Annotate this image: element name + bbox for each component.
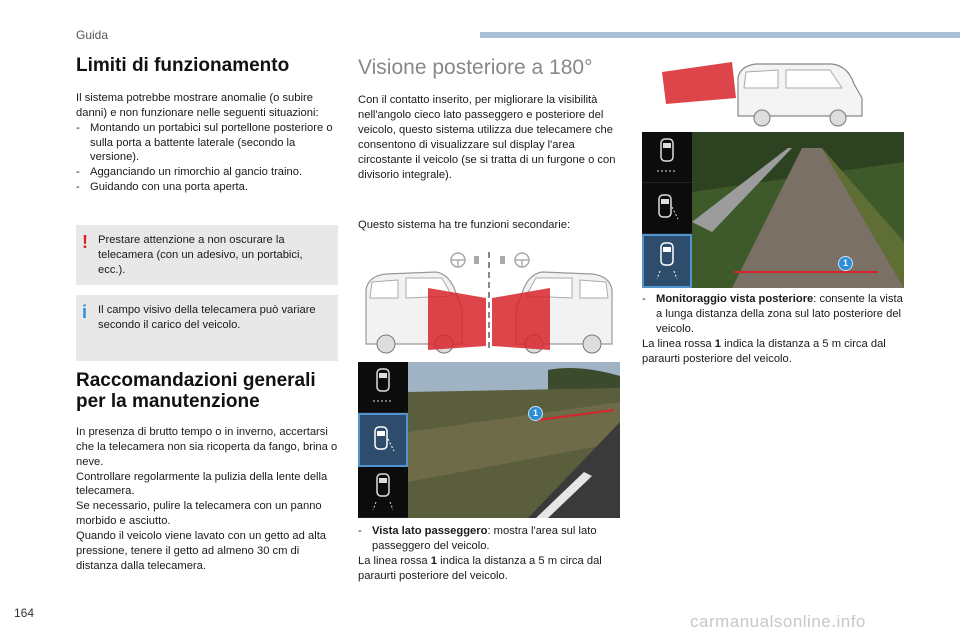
page-number: 164 — [14, 606, 35, 620]
list-item: - Guidando con una porta aperta. — [76, 181, 248, 194]
van-camera-zones-diagram — [358, 248, 620, 356]
rear-monitoring-line-note: La linea rossa 1 indica la distanza a 5 m circa dal paraurti posteriore del veicolo. — [642, 337, 886, 365]
car-top-icon — [656, 137, 678, 177]
camera-zone-red — [662, 62, 736, 104]
passenger-side-line-note: La linea rossa 1 indica la distanza a 5 m circa dal paraurti posteriore del veicolo. — [358, 554, 602, 582]
car-rear-view-icon — [656, 241, 678, 281]
car-rear-view-icon — [372, 472, 394, 512]
warning-exclamation-icon: ! — [82, 232, 88, 253]
passenger-view-mode-button[interactable] — [642, 183, 692, 234]
long-distance-view-mode-button[interactable] — [642, 234, 692, 288]
car-top-icon — [372, 367, 394, 407]
passenger-side-description — [358, 524, 620, 584]
rear-view-intro: Con il contatto inserito, per migliorare la visibilità nell'angolo cieco lato passeggero e posteriore del veicolo, questo sistema utilizza due telecamere che consentono di visualizzare sul display l'area circostante il veicolo (se si tratta di un furgone o con divisorio integrale). — [358, 94, 616, 181]
wheel-icon — [754, 110, 770, 126]
van-window — [580, 280, 608, 298]
info-note — [76, 295, 338, 361]
rear-monitoring-label: Monitoraggio vista posteriore — [656, 293, 814, 305]
info-note-text: Il campo visivo della telecamera può variare secondo il carico del veicolo. — [98, 304, 316, 332]
rear-view-mode-button[interactable] — [642, 132, 692, 183]
rear-view-mode-button[interactable] — [358, 362, 408, 413]
maintenance-paragraph: Controllare regolarmente la pulizia della lente della telecamera. — [76, 470, 328, 498]
header-label: Guida — [76, 28, 109, 42]
limits-title: Limiti di funzionamento — [76, 55, 290, 76]
distance-marker-badge: 1 — [528, 406, 543, 421]
list-item: - Monitoraggio vista posteriore: consente la vista a lunga distanza della zona sul lato posteriore del veicolo. — [642, 293, 903, 335]
header-accent-bar — [480, 32, 960, 38]
car-side-view-icon — [655, 193, 679, 223]
view-mode-selector — [358, 362, 408, 518]
distance-marker-badge: 1 — [838, 256, 853, 271]
view-mode-selector — [642, 132, 692, 288]
van-window — [370, 280, 398, 298]
limits-column — [76, 56, 338, 574]
warning-note — [76, 225, 338, 285]
wheel-icon — [583, 335, 601, 353]
list-item: - Montando un portabici sul portellone posteriore o sulla porta a battente laterale (secondo la versione). — [76, 121, 333, 164]
info-i-icon: i — [82, 302, 88, 323]
steering-wheel-icon — [515, 253, 529, 267]
maintenance-body — [76, 425, 338, 574]
passenger-side-camera-view — [408, 362, 620, 518]
maintenance-paragraph: Quando il veicolo viene lavato con un getto ad alta pressione, tenere il getto ad almeno 30 cm di distanza dalla telecamera. — [76, 530, 327, 572]
passenger-view-mode-button[interactable] — [358, 413, 408, 467]
long-distance-view-mode-button[interactable] — [358, 467, 408, 518]
rear-monitoring-camera-panel — [642, 132, 904, 288]
rear-view-column — [358, 56, 620, 233]
van-window — [744, 70, 778, 88]
list-item: - Vista lato passeggero: mostra l'area sul lato passeggero del veicolo. — [358, 525, 597, 552]
seat-icon — [500, 256, 505, 264]
rear-view-title: Visione posteriore a 180° — [358, 56, 593, 79]
wheel-icon — [830, 110, 846, 126]
camera-zone-red — [428, 288, 486, 350]
rear-monitoring-description — [642, 292, 904, 366]
passenger-side-camera-panel — [358, 362, 620, 518]
seat-icon — [474, 256, 479, 264]
wheel-icon — [377, 335, 395, 353]
van-rear-camera-diagram — [662, 58, 868, 130]
rear-monitoring-camera-view — [692, 132, 904, 288]
maintenance-paragraph: In presenza di brutto tempo o in inverno, accertarsi che la telecamera non sia ricoperta da fango, brina o neve. — [76, 425, 338, 468]
limits-bullet-list — [76, 121, 338, 195]
limits-intro: Il sistema potrebbe mostrare anomalie (o subire danni) e non funzionare nelle seguenti situazioni: — [76, 91, 319, 119]
warning-note-text: Prestare attenzione a non oscurare la telecamera (con un adesivo, un portabici, ecc.). — [98, 234, 303, 277]
camera-zone-red — [492, 288, 550, 350]
car-side-view-icon — [371, 425, 395, 455]
maintenance-paragraph: Se necessario, pulire la telecamera con un panno morbido e asciutto. — [76, 500, 322, 528]
maintenance-title: Raccomandazioni generali per la manutenzione — [76, 370, 316, 413]
watermark: carmanualsonline.info — [690, 612, 866, 631]
passenger-side-label: Vista lato passeggero — [372, 525, 488, 537]
list-item: - Agganciando un rimorchio al gancio traino. — [76, 166, 303, 179]
subfunctions-text: Questo sistema ha tre funzioni secondarie: — [358, 219, 571, 232]
steering-wheel-icon — [451, 253, 465, 267]
